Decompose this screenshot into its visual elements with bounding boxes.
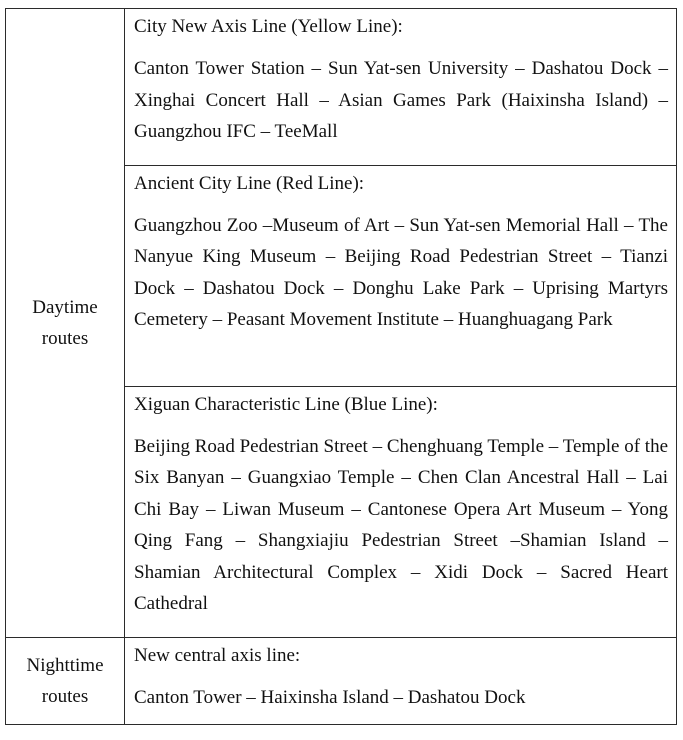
route-stops: Canton Tower – Haixinsha Island – Dashatou Dock	[134, 687, 526, 708]
table-row	[6, 638, 677, 725]
table-row	[6, 9, 677, 166]
daytime-label-line1: Daytime	[32, 297, 98, 318]
route-cell-blue-line	[125, 386, 677, 637]
route-title: Ancient City Line (Red Line):	[134, 172, 365, 194]
route-title: Xiguan Characteristic Line (Blue Line):	[134, 393, 438, 415]
route-stops: Beijing Road Pedestrian Street – Chenghuang Temple – Temple of the Six Banyan – Guangxiao Temple – Chen Clan Ancestral Hall – Lai Chi Bay – Liwan Museum – Cantonese Opera Art Museum – Yong Qing Fang – Shangxiajiu Pedestrian Street –Shamian Island –Shamian Architectural Complex – Xidi Dock – Sacred Heart Cathedral	[134, 435, 668, 615]
nighttime-label-line2: routes	[41, 685, 89, 707]
route-cell-red-line	[125, 165, 677, 386]
route-stops: Guangzhou Zoo –Museum of Art – Sun Yat-sen Memorial Hall – The Nanyue King Museum – Beijing Road Pedestrian Street – Tianzi Dock – Dashatou Dock – Donghu Lake Park – Uprising Martyrs Cemetery – Peasant Movement Institute – Huanghuagang Park	[134, 214, 668, 331]
daytime-label-line2: routes	[41, 328, 89, 349]
nighttime-label-line1: Nighttime	[26, 654, 104, 676]
route-cell-new-central-axis	[125, 638, 677, 725]
nighttime-category-cell	[6, 638, 125, 725]
daytime-category-cell	[6, 9, 125, 638]
route-cell-yellow-line	[125, 9, 677, 166]
route-title: City New Axis Line (Yellow Line):	[134, 16, 403, 37]
route-title: New central axis line:	[134, 645, 301, 666]
routes-table	[5, 8, 677, 725]
route-stops: Canton Tower Station – Sun Yat-sen University – Dashatou Dock – Xinghai Concert Hall – Asian Games Park (Haixinsha Island) –Guangzhou IFC – TeeMall	[134, 58, 668, 142]
